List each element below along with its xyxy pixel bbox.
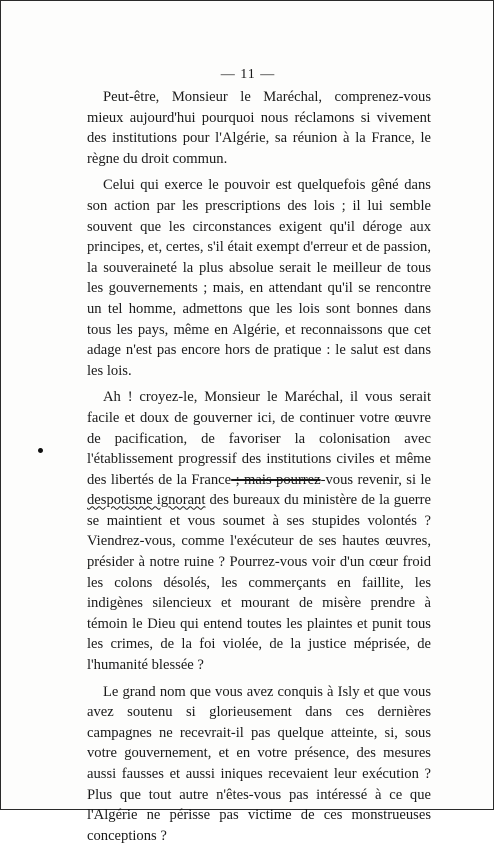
paragraph-4: Le grand nom que vous avez conquis à Isly et que vous avez soutenu si glorieusement dans ces dernières campagnes ne recevrait-il pas quelque atteinte, si, sous votre gouvernement, et en votre présence, des mesures aussi fausses et aussi iniques recevaient leur exécution ? Plus que tout autre n'êtes-vous pas intéressé à ce que l'Algérie ne périsse pas victime de ces monstrueuses conceptions ?: [87, 683, 431, 844]
paragraph-3: [87, 387, 431, 675]
page-number: — 11 —: [220, 67, 276, 82]
paragraph-3-middle: -vous revenir, si le: [320, 471, 431, 488]
struck-through-text: ; mais pourrez: [231, 471, 321, 488]
paragraph-3-start: Ah ! croyez-le, Monsieur le Maréchal, il vous serait facile et doux de gouverner ici, de continuer votre œuvre de pacification, de favoriser la colonisation avec l'établissement progressif des institutions civiles et même des libertés de la France: [87, 389, 431, 488]
wavy-underlined-text: despotisme ignorant: [87, 492, 206, 509]
paragraph-1: Peut-être, Monsieur le Maréchal, comprenez-vous mieux aujourd'hui pourquoi nous réclamons si vivement des institutions pour l'Algérie, sa réunion à la France, le règne du droit commun.: [87, 89, 431, 167]
paragraph-3-end: des bureaux du ministère de la guerre se maintient et vous soumet à ses stupides volontés ? Viendrez-vous, comme l'exécuteur de ses hautes œuvres, présider à notre ruine ? Pourrez-vous voir d'un cœur froid les colons désolés, les commerçants en faillite, les indigènes silencieux et mourant de misère prendre à témoin le Dieu qui entend toutes les plaintes et punit tous les crimes, de la foi violée, de la justice méprisée, de l'humanité blessée ?: [87, 492, 431, 674]
body-text: [87, 87, 431, 852]
paragraph-2: Celui qui exerce le pouvoir est quelquefois gêné dans son action par les prescriptions des lois ; il lui semble souvent que les circonstances exigent qu'il déroge aux principes, et, certes, s'il était exempt d'erreur et de passion, la souveraineté la plus absolue serait le meilleur de tous les gouvernements ; mais, en attendant qu'il se rencontre un tel homme, admettons que les lois sont bonnes dans tous les pays, même en Algérie, et reconnaissons que cet adage n'est pas encore hors de pratique : le salut est dans les lois.: [87, 177, 431, 379]
margin-dot-mark: [38, 448, 43, 453]
